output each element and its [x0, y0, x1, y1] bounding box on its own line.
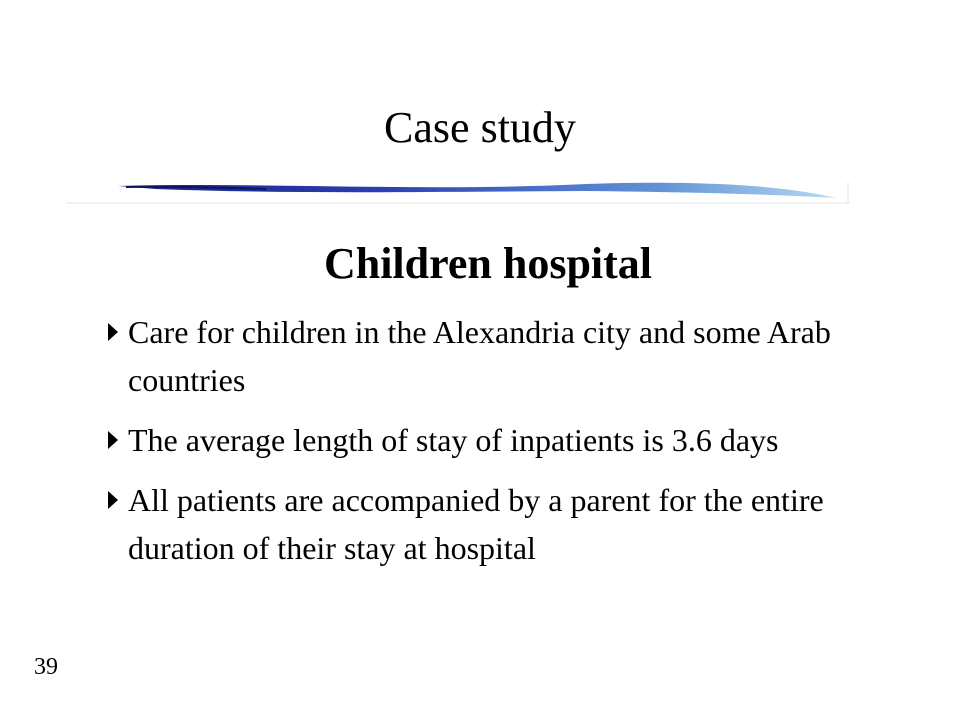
bullet-item — [104, 308, 884, 404]
bullet-item — [104, 416, 884, 464]
bullet-text: Care for children in the Alexandria city and some Arab countries — [128, 314, 831, 398]
slide-title: Case study — [384, 103, 576, 152]
slide-subtitle: Children hospital — [323, 239, 653, 288]
page-number: 39 — [34, 654, 58, 680]
triangle-right-icon — [108, 323, 118, 341]
triangle-right-icon — [108, 431, 118, 449]
triangle-right-icon — [108, 491, 118, 509]
bullet-item — [104, 476, 884, 572]
bullet-text: The average length of stay of inpatients is 3.6 days — [128, 422, 779, 458]
bullet-text: All patients are accompanied by a parent for the entire duration of their stay at hospital — [128, 482, 824, 566]
bullet-list — [104, 308, 884, 584]
swoosh-divider — [66, 178, 850, 208]
